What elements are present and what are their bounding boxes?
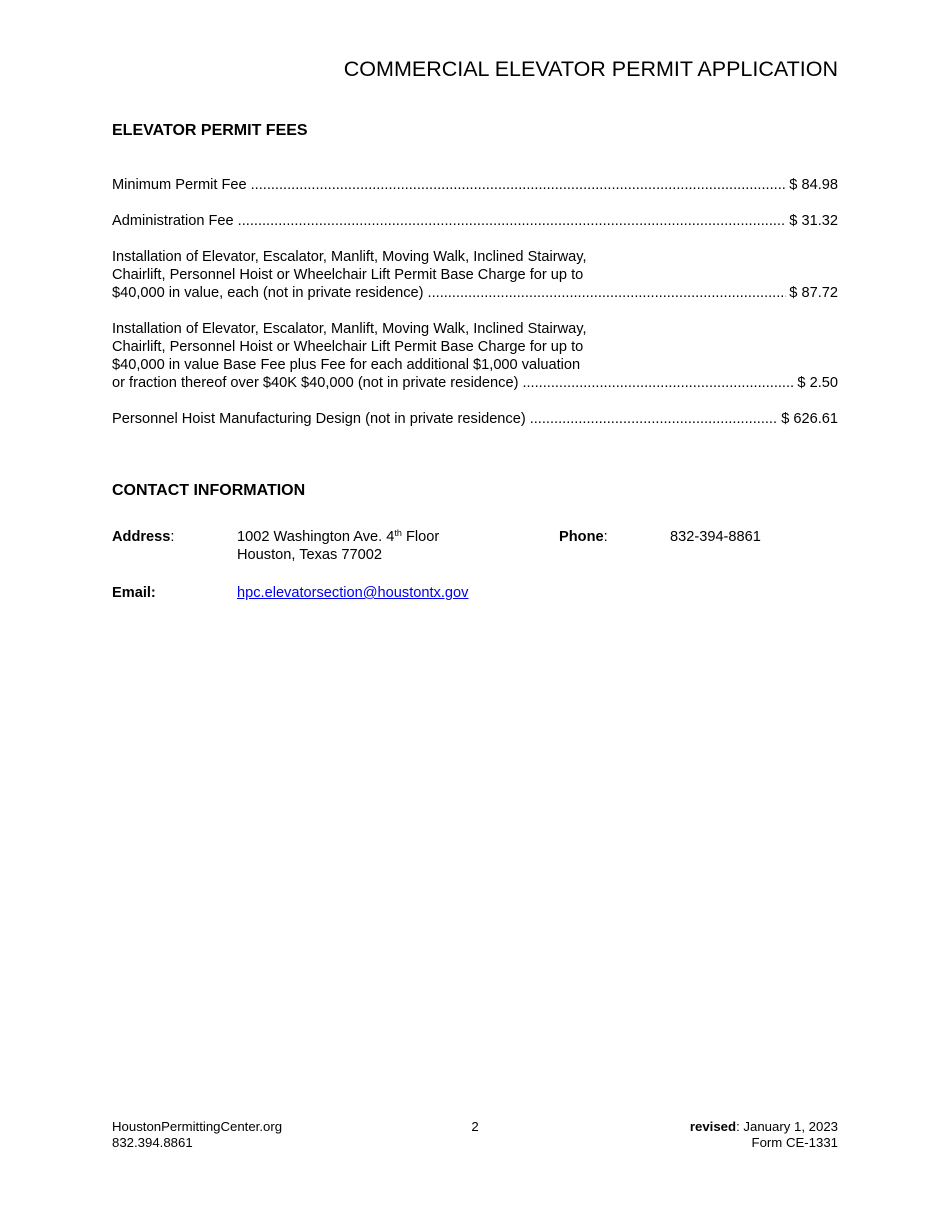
fee-item-hoist-design — [112, 410, 838, 428]
address-line-2: Houston, Texas 77002 — [237, 547, 382, 563]
address-line-1-text: 1002 Washington Ave. 4 — [237, 529, 395, 545]
email-value — [237, 584, 468, 602]
page-title: COMMERCIAL ELEVATOR PERMIT APPLICATION — [343, 57, 838, 81]
fee-description: Administration Fee — [112, 213, 234, 229]
ordinal-suffix: th — [394, 528, 402, 538]
dot-leader — [238, 212, 787, 230]
email-link[interactable]: hpc.elevatorsection@houstontx.gov — [237, 585, 469, 601]
fee-description-line: Chairlift, Personnel Hoist or Wheelchair Lift Permit Base Charge for up to — [112, 339, 584, 355]
fee-item-administration — [112, 212, 838, 230]
fee-line — [112, 176, 838, 194]
fee-description: $40,000 in value, each (not in private residence) — [112, 285, 424, 301]
footer-phone: 832.394.8861 — [112, 1135, 193, 1150]
fee-description-line: $40,000 in value Base Fee plus Fee for each additional $1,000 valuation — [112, 357, 581, 373]
footer-form-id: Form CE-1331 — [751, 1135, 838, 1150]
dot-leader — [251, 176, 787, 194]
fee-description-line: Installation of Elevator, Escalator, Manlift, Moving Walk, Inclined Stairway, — [112, 249, 587, 265]
footer-revised — [690, 1119, 838, 1135]
fee-line — [112, 284, 838, 302]
address-value — [237, 528, 439, 564]
phone-label-text: Phone — [559, 529, 604, 545]
fee-amount: $ 84.98 — [789, 177, 838, 193]
fee-amount: $ 87.72 — [789, 285, 838, 301]
fees-heading: ELEVATOR PERMIT FEES — [112, 122, 308, 139]
fee-amount: $ 31.32 — [789, 213, 838, 229]
contact-heading: CONTACT INFORMATION — [112, 482, 306, 499]
dot-leader — [428, 284, 787, 302]
fee-item-installation-base — [112, 248, 838, 302]
address-label-colon: : — [170, 529, 175, 545]
phone-label-colon: : — [603, 529, 608, 545]
footer-right — [690, 1119, 838, 1151]
fee-line — [112, 212, 838, 230]
dot-leader — [530, 410, 778, 428]
address-line-1-suffix: Floor — [401, 529, 440, 545]
phone-label — [559, 528, 608, 546]
dot-leader — [522, 374, 794, 392]
fee-description-line: Installation of Elevator, Escalator, Manlift, Moving Walk, Inclined Stairway, — [112, 321, 587, 337]
email-label: Email: — [112, 585, 156, 601]
fee-list — [112, 176, 838, 446]
fee-line — [112, 374, 838, 392]
fee-description-line: Chairlift, Personnel Hoist or Wheelchair Lift Permit Base Charge for up to — [112, 267, 584, 283]
address-label-text: Address — [112, 529, 171, 545]
fee-description: Personnel Hoist Manufacturing Design (not in private residence) — [112, 411, 526, 427]
address-line-1 — [237, 528, 439, 546]
fee-item-installation-additional — [112, 320, 838, 392]
phone-value: 832-394-8861 — [670, 529, 761, 545]
page-number: 2 — [471, 1119, 479, 1134]
revised-label: revised — [689, 1119, 737, 1134]
address-label — [112, 528, 174, 546]
fee-item-minimum-permit — [112, 176, 838, 194]
footer-website: HoustonPermittingCenter.org — [112, 1119, 283, 1134]
fee-description: Minimum Permit Fee — [112, 177, 247, 193]
fee-description: or fraction thereof over $40K $40,000 (not in private residence) — [112, 375, 519, 391]
fee-amount: $ 626.61 — [781, 411, 838, 427]
fee-amount: $ 2.50 — [797, 375, 838, 391]
revised-date: : January 1, 2023 — [736, 1119, 838, 1134]
fee-line — [112, 410, 838, 428]
